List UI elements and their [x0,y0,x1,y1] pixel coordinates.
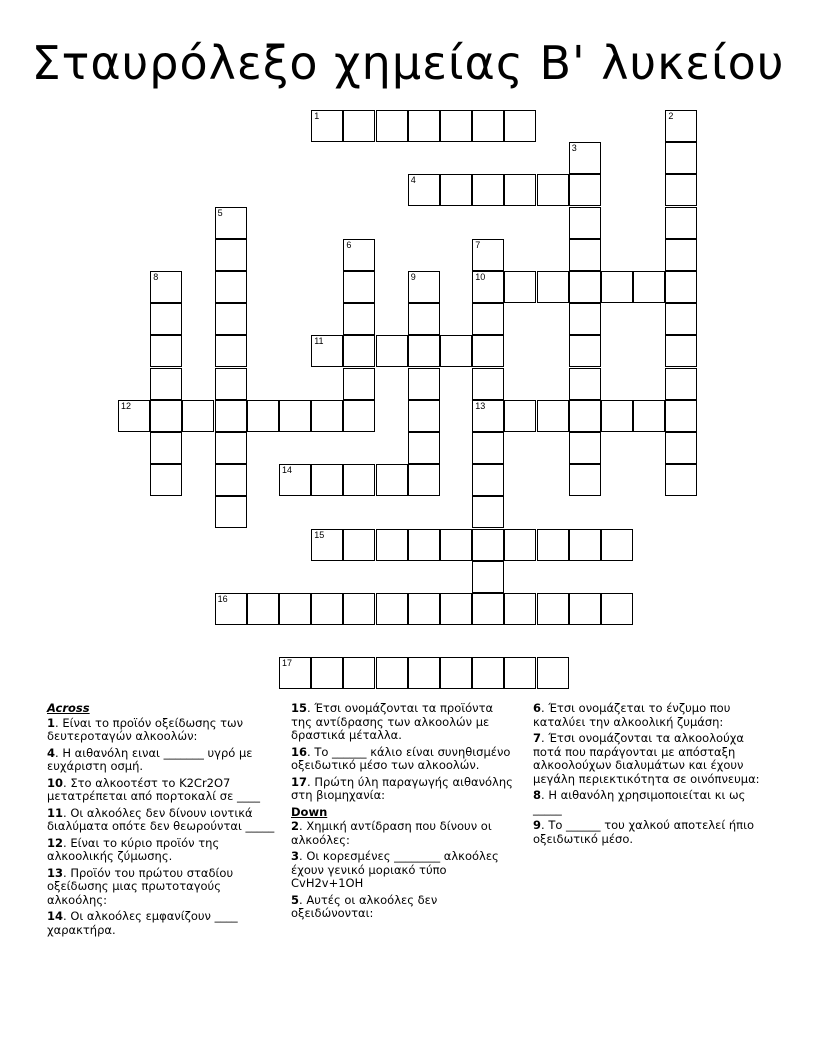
across-clue: 1. Είναι το προϊόν οξείδωσης των δευτεροταγών αλκοολών: [47,715,244,743]
crossword-cell[interactable] [472,174,504,206]
crossword-cell[interactable] [376,657,408,689]
clues-column-1 [47,702,277,940]
crossword-cell[interactable] [376,464,408,496]
crossword-cell[interactable] [472,400,504,432]
crossword-cell[interactable] [408,400,440,432]
clue-text: Έτσι ονομάζονται τα αλκοολούχα ποτά που παράγονται με απόσταξη αλκοολούχων διαλυμάτων και έχουν μεγάλη περιεκτικότητα σε οινόπνευμα: [533,731,760,786]
crossword-cell[interactable] [215,239,247,271]
crossword-cell[interactable] [472,496,504,528]
across-clue: 16. Το ______ κάλιο είναι συνηθισμένο οξειδωτικό μέσο των αλκοολών. [291,744,511,772]
crossword-cell[interactable] [472,464,504,496]
crossword-cell[interactable] [311,335,343,367]
crossword-cell[interactable] [311,110,343,142]
crossword-cell[interactable] [279,400,311,432]
crossword-cell[interactable] [504,110,536,142]
down-clue: 2. Χημική αντίδραση που δίνουν οι αλκοόλες: [291,819,492,847]
down-clue: 5. Αυτές οι αλκοόλες δεν οξειδώνονται: [291,892,438,920]
crossword-cell[interactable] [279,657,311,689]
crossword-cell[interactable] [215,432,247,464]
across-clue: 11. Οι αλκοόλες δεν δίνουν ιοντικά διαλύματα οπότε δεν θεωρούνται _____ [47,805,275,833]
down-clue: 7. Έτσι ονομάζονται τα αλκοολούχα ποτά που παράγονται με απόσταξη αλκοολούχων διαλυμάτων και έχουν μεγάλη περιεκτικότητα σε οινόπνευμα: [533,731,760,786]
crossword-cell[interactable] [376,593,408,625]
crossword-cell[interactable] [150,368,182,400]
down-clue: 8. Η αιθανόλη χρησιμοποιείται κι ως _____ [533,788,746,816]
clue-number: 13 [475,400,486,411]
crossword-cell[interactable] [440,529,472,561]
crossword-cell[interactable] [633,271,665,303]
clue-text: Το ______ κάλιο είναι συνηθισμένο οξειδωτικό μέσο των αλκοολών. [291,744,511,772]
clue-text: Οι αλκοόλες δεν δίνουν ιοντικά διαλύματα οπότε δεν θεωρούνται _____ [47,805,275,833]
crossword-cell[interactable] [665,271,697,303]
crossword-cell[interactable] [311,593,343,625]
crossword-cell[interactable] [504,174,536,206]
clue-text: Η αιθανόλη χρησιμοποιείται κι ως _____ [533,788,746,816]
down-clue: 6. Έτσι ονομάζεται το ένζυμο που καταλύει την αλκοολική ζυμάση: [533,701,731,729]
crossword-cell[interactable] [343,368,375,400]
clue-number: 14 [47,909,64,923]
clue-number: 12 [121,400,132,411]
down-clue: 3. Οι κορεσμένες ________ αλκοόλες έχουν γενικό μοριακό τύπο CvH2v+1OH [291,849,499,890]
crossword-cell[interactable] [569,432,601,464]
across-clue: 15. Έτσι ονομάζονται τα προϊόντα της αντίδρασης των αλκοολών με δραστικά μέταλλα. [291,701,494,742]
crossword-cell[interactable] [504,657,536,689]
crossword-cell[interactable] [343,529,375,561]
clue-number: 5 [291,892,300,907]
crossword-cell[interactable] [569,271,601,303]
crossword-cell[interactable] [601,400,633,432]
crossword-cell[interactable] [376,529,408,561]
crossword-cell[interactable] [376,110,408,142]
crossword-cell[interactable] [150,271,182,303]
clue-text: Οι αλκοόλες εμφανίζουν ____ χαρακτήρα. [47,909,238,937]
crossword-cell[interactable] [472,271,504,303]
clue-number: 11 [314,336,324,347]
clue-text: Η αιθανόλη ειναι _______ υγρό με ευχάριστη οσμή. [47,745,253,773]
crossword-cell[interactable] [150,303,182,335]
clue-number: 2 [668,111,674,121]
clue-number: 12 [47,835,64,850]
crossword-cell[interactable] [215,464,247,496]
crossword-cell[interactable] [408,593,440,625]
crossword-cell[interactable] [343,239,375,271]
crossword-cell[interactable] [537,657,569,689]
clue-text: Στο αλκοοτέστ το K2Cr2O7 μετατρέπεται από πορτοκαλί σε ____ [47,775,260,803]
crossword-cell[interactable] [537,174,569,206]
clue-number: 11 [47,805,64,820]
across-clue: 13. Προϊόν του πρώτου σταδίου οξείδωσης μιας πρωτοταγούς αλκοόλης: [47,865,234,907]
crossword-cell[interactable] [665,142,697,174]
clue-number: 8 [153,272,159,282]
crossword-cell[interactable] [472,368,504,400]
crossword-cell[interactable] [343,110,375,142]
crossword-cell[interactable] [215,303,247,335]
clue-number: 9 [533,818,542,832]
crossword-cell[interactable] [215,593,247,625]
clue-number: 7 [475,239,481,250]
crossword-cell[interactable] [311,529,343,561]
across-clue: 12. Είναι το κύριο προϊόν της αλκοολικής ζύμωσης. [47,835,220,863]
clue-text: Είναι το προϊόν οξείδωσης των δευτεροταγών αλκοολών: [47,715,244,743]
crossword-cell[interactable] [440,174,472,206]
clue-number: 6 [533,701,542,715]
crossword-cell[interactable] [537,400,569,432]
crossword-cell[interactable] [408,529,440,561]
clue-number: 2 [291,819,300,833]
crossword-cell[interactable] [569,303,601,335]
crossword-cell[interactable] [247,593,279,625]
clue-number: 9 [410,272,416,282]
clues-column-3 [533,702,769,849]
crossword-cell[interactable] [408,271,440,303]
across-clue: 17. Πρώτη ύλη παραγωγής αιθανόλης στη βιομηχανία: [291,774,513,802]
clue-number: 3 [571,143,577,154]
crossword-cell[interactable] [569,174,601,206]
across-heading: Across [47,701,90,715]
clue-text: Έτσι ονομάζεται το ένζυμο που καταλύει την αλκοολική ζυμάση: [533,701,731,729]
crossword-cell[interactable] [279,593,311,625]
clue-number: 13 [47,865,64,880]
crossword-cell[interactable] [569,142,601,174]
crossword-cell[interactable] [665,335,697,367]
clue-number: 10 [47,775,64,790]
clue-number: 15 [291,701,308,715]
clue-number: 6 [346,239,352,250]
crossword-cell[interactable] [472,303,504,335]
crossword-cell[interactable] [569,335,601,367]
clue-text: Προϊόν του πρώτου σταδίου οξείδωσης μιας πρωτοταγούς αλκοόλης: [47,865,234,907]
crossword-cell[interactable] [601,593,633,625]
crossword-cell[interactable] [408,110,440,142]
crossword-cell[interactable] [472,432,504,464]
crossword-cell[interactable] [150,335,182,367]
crossword-cell[interactable] [118,400,150,432]
clue-number: 17 [291,774,308,789]
crossword-cell[interactable] [569,207,601,239]
crossword-cell[interactable] [215,335,247,367]
crossword-cell[interactable] [343,335,375,367]
clue-number: 7 [533,731,542,745]
crossword-cell[interactable] [215,271,247,303]
clue-text: Έτσι ονομάζονται τα προϊόντα της αντίδρασης των αλκοολών με δραστικά μέταλλα. [291,701,494,742]
clue-number: 1 [47,715,56,730]
crossword-cell[interactable] [408,174,440,206]
crossword-cell[interactable] [311,400,343,432]
crossword-cell[interactable] [504,593,536,625]
clue-number: 16 [291,744,308,759]
crossword-cell[interactable] [440,657,472,689]
crossword-cell[interactable] [665,303,697,335]
crossword-cell[interactable] [472,561,504,593]
crossword-cell[interactable] [537,271,569,303]
clue-number: 16 [217,594,228,604]
down-clue: 9. Το ______ του χαλκού αποτελεί ήπιο οξειδωτικό μέσο. [533,818,755,846]
crossword-cell[interactable] [408,368,440,400]
crossword-cell[interactable] [376,335,408,367]
clue-text: Είναι το κύριο προϊόν της αλκοολικής ζύμωσης. [47,835,220,863]
clue-number: 4 [47,745,56,760]
crossword-cell[interactable] [472,335,504,367]
crossword-cell[interactable] [247,400,279,432]
crossword-cell[interactable] [569,400,601,432]
crossword-cell[interactable] [472,239,504,271]
crossword-cell[interactable] [343,657,375,689]
crossword-cell[interactable] [569,593,601,625]
crossword-cell[interactable] [343,400,375,432]
crossword-cell[interactable] [440,335,472,367]
crossword-cell[interactable] [215,368,247,400]
crossword-cell[interactable] [215,496,247,528]
crossword-cell[interactable] [150,432,182,464]
clue-number: 14 [282,465,293,476]
clue-text: Οι κορεσμένες ________ αλκοόλες έχουν γενικό μοριακό τύπο CvH2v+1OH [291,849,499,890]
crossword-cell[interactable] [215,400,247,432]
crossword-cell[interactable] [311,657,343,689]
crossword-cell[interactable] [504,400,536,432]
crossword-cell[interactable] [279,464,311,496]
crossword-cell[interactable] [504,271,536,303]
crossword-cell[interactable] [665,110,697,142]
clue-text: Χημική αντίδραση που δίνουν οι αλκοόλες: [291,819,492,847]
down-heading: Down [291,804,328,819]
crossword-cell[interactable] [601,529,633,561]
clue-number: 8 [533,788,542,802]
crossword-cell[interactable] [665,207,697,239]
crossword-cell[interactable] [408,432,440,464]
crossword-cell[interactable] [343,303,375,335]
crossword-cell[interactable] [472,110,504,142]
page-title: Σταυρόλεξο χημείας Β' λυκείου [31,36,785,90]
crossword-cell[interactable] [665,432,697,464]
crossword-cell[interactable] [408,464,440,496]
crossword-cell[interactable] [343,271,375,303]
across-clue: 4. Η αιθανόλη ειναι _______ υγρό με ευχάριστη οσμή. [47,745,253,773]
crossword-cell[interactable] [569,239,601,271]
crossword-cell[interactable] [569,529,601,561]
crossword-cell[interactable] [665,400,697,432]
crossword-cell[interactable] [440,593,472,625]
crossword-cell[interactable] [472,529,504,561]
clue-number: 1 [314,111,320,121]
crossword-cell[interactable] [504,529,536,561]
crossword-cell[interactable] [665,239,697,271]
clue-number: 15 [314,529,325,540]
crossword-cell[interactable] [311,464,343,496]
across-clue: 14. Οι αλκοόλες εμφανίζουν ____ χαρακτήρα. [47,909,238,937]
clue-text: Το ______ του χαλκού αποτελεί ήπιο οξειδωτικό μέσο. [533,818,755,846]
clue-number: 5 [217,207,223,218]
clue-number: 3 [291,849,300,863]
clue-number: 10 [475,272,486,282]
crossword-cell[interactable] [440,110,472,142]
crossword-cell[interactable] [408,335,440,367]
crossword-cell[interactable] [472,593,504,625]
crossword-cell[interactable] [472,657,504,689]
crossword-cell[interactable] [150,400,182,432]
crossword-cell[interactable] [343,464,375,496]
crossword-cell[interactable] [665,368,697,400]
clues-column-2 [291,702,516,924]
across-clue: 10. Στο αλκοοτέστ το K2Cr2O7 μετατρέπεται από πορτοκαλί σε ____ [47,775,260,803]
crossword-cell[interactable] [569,464,601,496]
crossword-cell[interactable] [408,303,440,335]
crossword-cell[interactable] [569,368,601,400]
crossword-cell[interactable] [665,464,697,496]
clue-text: Πρώτη ύλη παραγωγής αιθανόλης στη βιομηχανία: [291,774,513,802]
crossword-cell[interactable] [182,400,214,432]
crossword-cell[interactable] [343,593,375,625]
crossword-cell[interactable] [215,207,247,239]
crossword-cell[interactable] [601,271,633,303]
crossword-cell[interactable] [665,174,697,206]
crossword-cell[interactable] [537,529,569,561]
clue-number: 4 [410,175,416,186]
clue-text: Αυτές οι αλκοόλες δεν οξειδώνονται: [291,892,438,920]
crossword-cell[interactable] [150,464,182,496]
clue-number: 17 [282,658,293,669]
crossword-cell[interactable] [408,657,440,689]
crossword-cell[interactable] [537,593,569,625]
crossword-cell[interactable] [633,400,665,432]
